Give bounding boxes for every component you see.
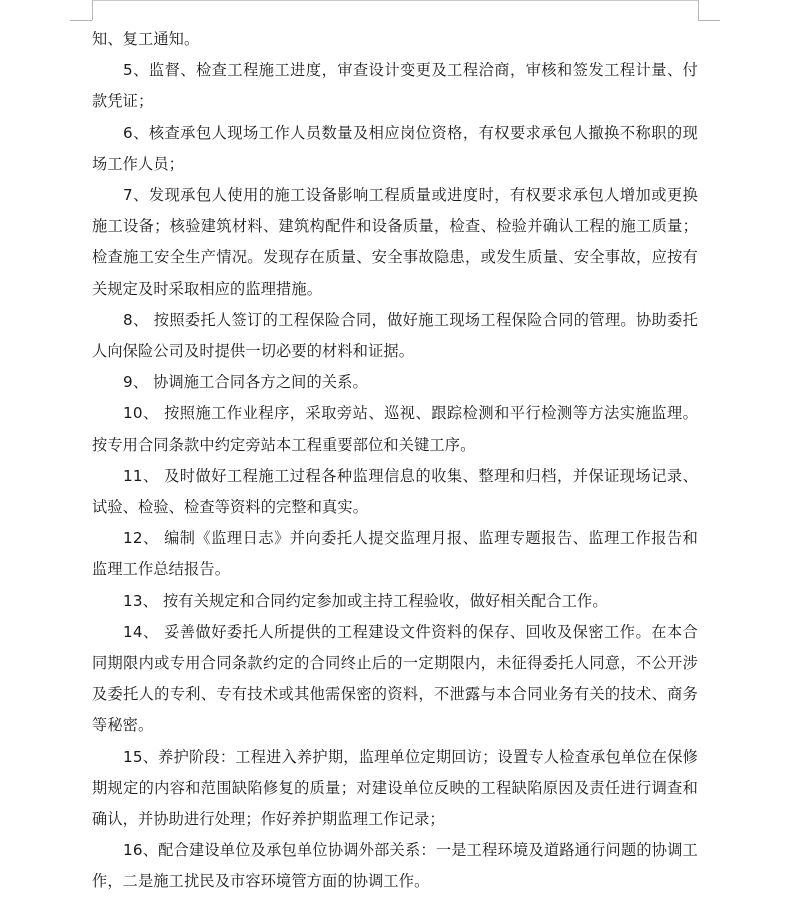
paragraph-item-5: 5、监督、检查工程施工进度，审查设计变更及工程洽商，审核和签发工程计量、付款凭证； bbox=[92, 61, 698, 111]
paragraph-continuation: 知、复工通知。 bbox=[92, 30, 200, 48]
document-body bbox=[92, 24, 698, 898]
paragraph-item-7: 7、发现承包人使用的施工设备影响工程质量或进度时，有权要求承包人增加或更换施工设备；核验建筑材料、建筑构配件和设备质量，检查、检验并确认工程的施工质量；检查施工安全生产情况。发现存在质量、安全事故隐患，或发生质量、安全事故，应按有关规定及时采取相应的监理措施。 bbox=[92, 186, 698, 298]
paragraph-item-10: 10、 按照施工作业程序，采取旁站、巡视、跟踪检测和平行检测等方法实施监理。按专用合同条款中约定旁站本工程重要部位和关键工序。 bbox=[92, 404, 698, 454]
left-crop-mark bbox=[92, 0, 93, 20]
paragraph-item-9: 9、 协调施工合同各方之间的关系。 bbox=[123, 373, 368, 392]
right-crop-mark-horizontal bbox=[698, 20, 720, 21]
paragraph-item-8: 8、 按照委托人签订的工程保险合同，做好施工现场工程保险合同的管理。协助委托人向保险公司及时提供一切必要的材料和证据。 bbox=[92, 310, 698, 361]
paragraph-item-14: 14、 妥善做好委托人所提供的工程建设文件资料的保存、回收及保密工作。在本合同期限内或专用合同条款约定的合同终止后的一定期限内，未征得委托人同意，不公开涉及委托人的专利、专有技术或其他需保密的资料，不泄露与本合同业务有关的技术、商务等秘密。 bbox=[92, 622, 698, 735]
paragraph-item-6: 6、核查承包人现场工作人员数量及相应岗位资格，有权要求承包人撤换不称职的现场工作人员； bbox=[92, 123, 698, 173]
page-top-border bbox=[93, 0, 698, 1]
paragraph-item-12: 12、 编制《监理日志》并向委托人提交监理月报、监理专题报告、监理工作报告和监理工作总结报告。 bbox=[92, 529, 698, 579]
paragraph-item-16: 16、配合建设单位及承包单位协调外部关系：一是工程环境及道路通行问题的协调工作，二是施工扰民及市容环境管方面的协调工作。 bbox=[92, 841, 698, 891]
paragraph-item-11: 11、 及时做好工程施工过程各种监理信息的收集、整理和归档，并保证现场记录、试验、检验、检查等资料的完整和真实。 bbox=[92, 466, 698, 517]
left-crop-mark-horizontal bbox=[70, 20, 92, 21]
paragraph-item-15: 15、养护阶段：工程进入养护期，监理单位定期回访；设置专人检查承包单位在保修期规定的内容和范围缺陷修复的质量；对建设单位反映的工程缺陷原因及责任进行调查和确认，并协助进行处理；作好养护期监理工作记录； bbox=[92, 747, 698, 829]
paragraph-item-13: 13、 按有关规定和合同约定参加或主持工程验收，做好相关配合工作。 bbox=[123, 591, 608, 610]
right-crop-mark bbox=[698, 0, 699, 20]
